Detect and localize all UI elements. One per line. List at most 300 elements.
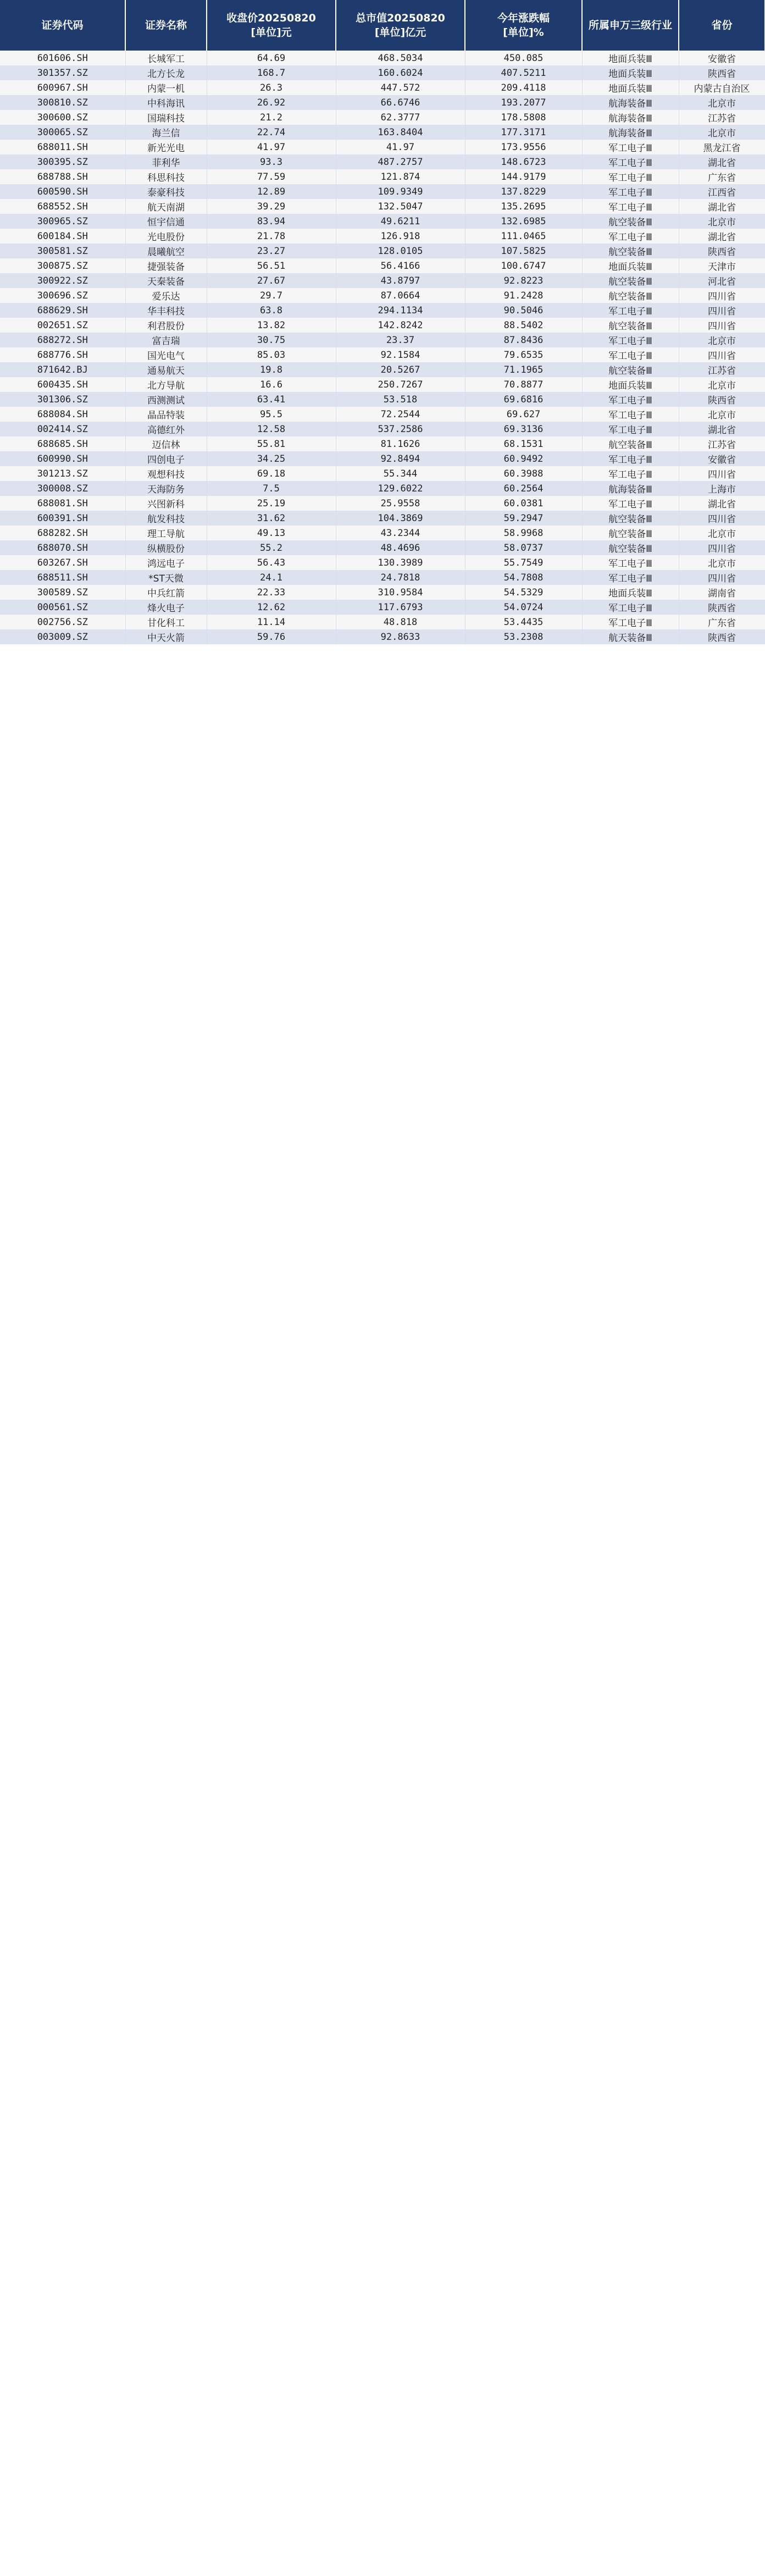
table-row	[0, 65, 765, 80]
cell-code: 871642.BJ	[0, 362, 125, 377]
table-row	[0, 51, 765, 65]
cell-code: 688084.SH	[0, 407, 125, 422]
cell-province: 湖北省	[679, 422, 765, 436]
table-row	[0, 481, 765, 496]
cell-province: 安徽省	[679, 451, 765, 466]
cell-close-price: 93.3	[207, 154, 336, 169]
cell-industry: 航空装备Ⅲ	[582, 288, 679, 303]
cell-industry: 地面兵装Ⅲ	[582, 51, 679, 65]
cell-code: 300600.SZ	[0, 110, 125, 125]
cell-ytd-change: 54.0724	[465, 600, 582, 615]
cell-province: 北京市	[679, 125, 765, 140]
cell-ytd-change: 88.5402	[465, 318, 582, 333]
cell-market-cap: 487.2757	[336, 154, 465, 169]
cell-name: 新光光电	[125, 140, 207, 154]
cell-market-cap: 537.2586	[336, 422, 465, 436]
cell-name: 甘化科工	[125, 615, 207, 629]
cell-code: 300581.SZ	[0, 244, 125, 258]
cell-market-cap: 310.9584	[336, 585, 465, 600]
cell-ytd-change: 69.627	[465, 407, 582, 422]
cell-industry: 军工电子Ⅲ	[582, 466, 679, 481]
cell-market-cap: 109.9349	[336, 184, 465, 199]
table-row	[0, 258, 765, 273]
cell-ytd-change: 60.9492	[465, 451, 582, 466]
cell-code: 000561.SZ	[0, 600, 125, 615]
cell-market-cap: 130.3989	[336, 555, 465, 570]
cell-code: 300922.SZ	[0, 273, 125, 288]
cell-province: 北京市	[679, 377, 765, 392]
cell-market-cap: 48.818	[336, 615, 465, 629]
cell-close-price: 13.82	[207, 318, 336, 333]
cell-code: 688282.SH	[0, 526, 125, 540]
table-row	[0, 244, 765, 258]
cell-province: 北京市	[679, 407, 765, 422]
cell-name: 海兰信	[125, 125, 207, 140]
cell-industry: 军工电子Ⅲ	[582, 392, 679, 407]
cell-market-cap: 468.5034	[336, 51, 465, 65]
cell-name: 天秦装备	[125, 273, 207, 288]
cell-code: 002414.SZ	[0, 422, 125, 436]
cell-industry: 航空装备Ⅲ	[582, 511, 679, 526]
cell-code: 300965.SZ	[0, 214, 125, 229]
table-row	[0, 466, 765, 481]
header-ytd-change: 今年涨跌幅 [单位]%	[465, 0, 582, 51]
table-row	[0, 377, 765, 392]
cell-code: 301213.SZ	[0, 466, 125, 481]
stock-table-container	[0, 0, 765, 644]
cell-close-price: 85.03	[207, 347, 336, 362]
cell-close-price: 69.18	[207, 466, 336, 481]
table-row	[0, 407, 765, 422]
cell-code: 300008.SZ	[0, 481, 125, 496]
cell-province: 天津市	[679, 258, 765, 273]
cell-name: 航发科技	[125, 511, 207, 526]
cell-market-cap: 104.3869	[336, 511, 465, 526]
cell-code: 688081.SH	[0, 496, 125, 511]
cell-ytd-change: 60.2564	[465, 481, 582, 496]
cell-close-price: 27.67	[207, 273, 336, 288]
cell-industry: 军工电子Ⅲ	[582, 347, 679, 362]
cell-ytd-change: 54.5329	[465, 585, 582, 600]
cell-industry: 航海装备Ⅲ	[582, 95, 679, 110]
cell-ytd-change: 135.2695	[465, 199, 582, 214]
cell-province: 广东省	[679, 169, 765, 184]
cell-name: *ST天微	[125, 570, 207, 585]
cell-market-cap: 447.572	[336, 80, 465, 95]
cell-code: 300810.SZ	[0, 95, 125, 110]
cell-market-cap: 48.4696	[336, 540, 465, 555]
cell-industry: 航空装备Ⅲ	[582, 273, 679, 288]
cell-market-cap: 49.6211	[336, 214, 465, 229]
cell-name: 长城军工	[125, 51, 207, 65]
cell-province: 江苏省	[679, 362, 765, 377]
cell-province: 四川省	[679, 570, 765, 585]
cell-industry: 航空装备Ⅲ	[582, 244, 679, 258]
cell-province: 上海市	[679, 481, 765, 496]
cell-industry: 航空装备Ⅲ	[582, 318, 679, 333]
cell-market-cap: 81.1626	[336, 436, 465, 451]
cell-industry: 军工电子Ⅲ	[582, 570, 679, 585]
table-row	[0, 526, 765, 540]
cell-market-cap: 163.8404	[336, 125, 465, 140]
header-code: 证券代码	[0, 0, 125, 51]
cell-code: 003009.SZ	[0, 629, 125, 644]
table-row	[0, 184, 765, 199]
cell-code: 002756.SZ	[0, 615, 125, 629]
cell-name: 国瑞科技	[125, 110, 207, 125]
cell-market-cap: 142.8242	[336, 318, 465, 333]
cell-code: 300065.SZ	[0, 125, 125, 140]
table-row	[0, 214, 765, 229]
table-row	[0, 496, 765, 511]
cell-ytd-change: 59.2947	[465, 511, 582, 526]
table-row	[0, 169, 765, 184]
cell-market-cap: 250.7267	[336, 377, 465, 392]
cell-province: 四川省	[679, 288, 765, 303]
cell-province: 安徽省	[679, 51, 765, 65]
stock-table	[0, 0, 765, 644]
cell-market-cap: 20.5267	[336, 362, 465, 377]
table-row	[0, 303, 765, 318]
cell-name: 通易航天	[125, 362, 207, 377]
cell-province: 陕西省	[679, 392, 765, 407]
cell-code: 300875.SZ	[0, 258, 125, 273]
cell-ytd-change: 90.5046	[465, 303, 582, 318]
table-body	[0, 51, 765, 644]
cell-market-cap: 43.2344	[336, 526, 465, 540]
cell-province: 四川省	[679, 303, 765, 318]
cell-close-price: 56.43	[207, 555, 336, 570]
cell-province: 湖北省	[679, 154, 765, 169]
cell-market-cap: 160.6024	[336, 65, 465, 80]
cell-market-cap: 62.3777	[336, 110, 465, 125]
cell-ytd-change: 79.6535	[465, 347, 582, 362]
cell-name: 泰豪科技	[125, 184, 207, 199]
cell-code: 688272.SH	[0, 333, 125, 347]
cell-industry: 航海装备Ⅲ	[582, 125, 679, 140]
cell-province: 北京市	[679, 526, 765, 540]
cell-province: 湖北省	[679, 496, 765, 511]
cell-industry: 军工电子Ⅲ	[582, 229, 679, 244]
cell-ytd-change: 193.2077	[465, 95, 582, 110]
cell-industry: 军工电子Ⅲ	[582, 184, 679, 199]
cell-close-price: 7.5	[207, 481, 336, 496]
cell-close-price: 34.25	[207, 451, 336, 466]
cell-ytd-change: 173.9556	[465, 140, 582, 154]
cell-market-cap: 92.8494	[336, 451, 465, 466]
header-name: 证券名称	[125, 0, 207, 51]
cell-close-price: 83.94	[207, 214, 336, 229]
cell-industry: 航空装备Ⅲ	[582, 436, 679, 451]
cell-province: 四川省	[679, 466, 765, 481]
cell-ytd-change: 53.4435	[465, 615, 582, 629]
cell-close-price: 21.78	[207, 229, 336, 244]
cell-market-cap: 23.37	[336, 333, 465, 347]
cell-province: 北京市	[679, 555, 765, 570]
cell-name: 捷强装备	[125, 258, 207, 273]
cell-market-cap: 66.6746	[336, 95, 465, 110]
table-row	[0, 229, 765, 244]
cell-close-price: 55.81	[207, 436, 336, 451]
cell-code: 600435.SH	[0, 377, 125, 392]
header-province: 省份	[679, 0, 765, 51]
cell-close-price: 29.7	[207, 288, 336, 303]
cell-ytd-change: 54.7808	[465, 570, 582, 585]
table-row	[0, 436, 765, 451]
cell-close-price: 25.19	[207, 496, 336, 511]
cell-industry: 军工电子Ⅲ	[582, 555, 679, 570]
cell-name: 科思科技	[125, 169, 207, 184]
cell-close-price: 12.58	[207, 422, 336, 436]
cell-market-cap: 132.5047	[336, 199, 465, 214]
cell-market-cap: 129.6022	[336, 481, 465, 496]
table-row	[0, 555, 765, 570]
cell-close-price: 56.51	[207, 258, 336, 273]
cell-code: 688552.SH	[0, 199, 125, 214]
cell-market-cap: 92.8633	[336, 629, 465, 644]
cell-market-cap: 56.4166	[336, 258, 465, 273]
cell-province: 北京市	[679, 333, 765, 347]
cell-code: 601606.SH	[0, 51, 125, 65]
cell-close-price: 19.8	[207, 362, 336, 377]
cell-close-price: 77.59	[207, 169, 336, 184]
cell-code: 600391.SH	[0, 511, 125, 526]
cell-code: 300696.SZ	[0, 288, 125, 303]
cell-market-cap: 117.6793	[336, 600, 465, 615]
table-row	[0, 540, 765, 555]
cell-industry: 军工电子Ⅲ	[582, 496, 679, 511]
cell-industry: 军工电子Ⅲ	[582, 600, 679, 615]
cell-ytd-change: 70.8877	[465, 377, 582, 392]
cell-province: 广东省	[679, 615, 765, 629]
cell-close-price: 12.89	[207, 184, 336, 199]
cell-industry: 军工电子Ⅲ	[582, 169, 679, 184]
cell-close-price: 24.1	[207, 570, 336, 585]
cell-code: 300395.SZ	[0, 154, 125, 169]
cell-province: 江苏省	[679, 436, 765, 451]
cell-ytd-change: 209.4118	[465, 80, 582, 95]
table-row	[0, 273, 765, 288]
cell-market-cap: 294.1134	[336, 303, 465, 318]
table-row	[0, 511, 765, 526]
cell-close-price: 64.69	[207, 51, 336, 65]
cell-name: 中科海讯	[125, 95, 207, 110]
table-row	[0, 318, 765, 333]
cell-ytd-change: 69.6816	[465, 392, 582, 407]
cell-ytd-change: 60.0381	[465, 496, 582, 511]
cell-industry: 军工电子Ⅲ	[582, 154, 679, 169]
cell-code: 300589.SZ	[0, 585, 125, 600]
cell-industry: 地面兵装Ⅲ	[582, 585, 679, 600]
cell-industry: 地面兵装Ⅲ	[582, 65, 679, 80]
header-market-cap: 总市值20250820 [单位]亿元	[336, 0, 465, 51]
table-row	[0, 451, 765, 466]
cell-close-price: 41.97	[207, 140, 336, 154]
cell-market-cap: 126.918	[336, 229, 465, 244]
cell-name: 西测测试	[125, 392, 207, 407]
cell-province: 陕西省	[679, 600, 765, 615]
table-row	[0, 199, 765, 214]
cell-industry: 航空装备Ⅲ	[582, 526, 679, 540]
header-industry: 所属申万三级行业	[582, 0, 679, 51]
cell-market-cap: 87.0664	[336, 288, 465, 303]
cell-code: 603267.SH	[0, 555, 125, 570]
cell-province: 河北省	[679, 273, 765, 288]
cell-market-cap: 53.518	[336, 392, 465, 407]
cell-ytd-change: 137.8229	[465, 184, 582, 199]
cell-ytd-change: 111.0465	[465, 229, 582, 244]
cell-province: 四川省	[679, 511, 765, 526]
table-row	[0, 110, 765, 125]
cell-province: 湖北省	[679, 229, 765, 244]
cell-industry: 航天装备Ⅲ	[582, 629, 679, 644]
cell-name: 恒宇信通	[125, 214, 207, 229]
cell-name: 航天南湖	[125, 199, 207, 214]
cell-name: 北方长龙	[125, 65, 207, 80]
cell-ytd-change: 178.5808	[465, 110, 582, 125]
cell-province: 陕西省	[679, 629, 765, 644]
cell-ytd-change: 55.7549	[465, 555, 582, 570]
cell-industry: 航空装备Ⅲ	[582, 214, 679, 229]
cell-industry: 航海装备Ⅲ	[582, 481, 679, 496]
cell-ytd-change: 53.2308	[465, 629, 582, 644]
table-row	[0, 615, 765, 629]
header-row	[0, 0, 765, 51]
cell-name: 光电股份	[125, 229, 207, 244]
cell-name: 菲利华	[125, 154, 207, 169]
cell-close-price: 11.14	[207, 615, 336, 629]
table-row	[0, 600, 765, 615]
cell-code: 600184.SH	[0, 229, 125, 244]
cell-name: 鸿远电子	[125, 555, 207, 570]
cell-close-price: 22.74	[207, 125, 336, 140]
cell-code: 600990.SH	[0, 451, 125, 466]
cell-province: 江西省	[679, 184, 765, 199]
cell-name: 中天火箭	[125, 629, 207, 644]
cell-name: 中兵红箭	[125, 585, 207, 600]
cell-province: 江苏省	[679, 110, 765, 125]
table-row	[0, 288, 765, 303]
cell-close-price: 95.5	[207, 407, 336, 422]
cell-market-cap: 24.7818	[336, 570, 465, 585]
cell-province: 湖北省	[679, 199, 765, 214]
cell-province: 黑龙江省	[679, 140, 765, 154]
cell-ytd-change: 144.9179	[465, 169, 582, 184]
cell-close-price: 55.2	[207, 540, 336, 555]
cell-ytd-change: 450.085	[465, 51, 582, 65]
cell-name: 四创电子	[125, 451, 207, 466]
cell-market-cap: 121.874	[336, 169, 465, 184]
cell-name: 烽火电子	[125, 600, 207, 615]
cell-code: 301306.SZ	[0, 392, 125, 407]
table-row	[0, 629, 765, 644]
cell-close-price: 59.76	[207, 629, 336, 644]
table-row	[0, 422, 765, 436]
cell-industry: 军工电子Ⅲ	[582, 451, 679, 466]
cell-industry: 军工电子Ⅲ	[582, 615, 679, 629]
cell-ytd-change: 92.8223	[465, 273, 582, 288]
cell-industry: 地面兵装Ⅲ	[582, 377, 679, 392]
cell-market-cap: 72.2544	[336, 407, 465, 422]
cell-code: 688776.SH	[0, 347, 125, 362]
cell-industry: 军工电子Ⅲ	[582, 333, 679, 347]
cell-name: 天海防务	[125, 481, 207, 496]
cell-market-cap: 92.1584	[336, 347, 465, 362]
cell-name: 迈信林	[125, 436, 207, 451]
cell-industry: 军工电子Ⅲ	[582, 422, 679, 436]
cell-province: 陕西省	[679, 65, 765, 80]
cell-industry: 地面兵装Ⅲ	[582, 258, 679, 273]
cell-province: 四川省	[679, 318, 765, 333]
cell-code: 002651.SZ	[0, 318, 125, 333]
table-row	[0, 570, 765, 585]
cell-province: 北京市	[679, 214, 765, 229]
cell-province: 四川省	[679, 540, 765, 555]
cell-name: 华丰科技	[125, 303, 207, 318]
cell-industry: 军工电子Ⅲ	[582, 303, 679, 318]
cell-ytd-change: 60.3988	[465, 466, 582, 481]
cell-close-price: 26.92	[207, 95, 336, 110]
cell-name: 理工导航	[125, 526, 207, 540]
cell-close-price: 16.6	[207, 377, 336, 392]
cell-ytd-change: 58.9968	[465, 526, 582, 540]
cell-code: 688511.SH	[0, 570, 125, 585]
cell-ytd-change: 91.2428	[465, 288, 582, 303]
cell-name: 兴图新科	[125, 496, 207, 511]
cell-name: 北方导航	[125, 377, 207, 392]
cell-province: 陕西省	[679, 244, 765, 258]
cell-ytd-change: 132.6985	[465, 214, 582, 229]
cell-close-price: 22.33	[207, 585, 336, 600]
table-row	[0, 585, 765, 600]
cell-province: 北京市	[679, 95, 765, 110]
cell-ytd-change: 148.6723	[465, 154, 582, 169]
table-row	[0, 154, 765, 169]
cell-code: 688788.SH	[0, 169, 125, 184]
cell-code: 688011.SH	[0, 140, 125, 154]
table-row	[0, 140, 765, 154]
table-row	[0, 347, 765, 362]
cell-name: 纵横股份	[125, 540, 207, 555]
cell-market-cap: 43.8797	[336, 273, 465, 288]
cell-name: 高德红外	[125, 422, 207, 436]
cell-code: 600967.SH	[0, 80, 125, 95]
cell-code: 688629.SH	[0, 303, 125, 318]
table-row	[0, 125, 765, 140]
cell-close-price: 168.7	[207, 65, 336, 80]
cell-industry: 军工电子Ⅲ	[582, 140, 679, 154]
header-close-price: 收盘价20250820 [单位]元	[207, 0, 336, 51]
table-row	[0, 80, 765, 95]
cell-ytd-change: 58.0737	[465, 540, 582, 555]
cell-ytd-change: 107.5825	[465, 244, 582, 258]
cell-market-cap: 41.97	[336, 140, 465, 154]
cell-close-price: 12.62	[207, 600, 336, 615]
cell-ytd-change: 87.8436	[465, 333, 582, 347]
table-row	[0, 333, 765, 347]
cell-close-price: 26.3	[207, 80, 336, 95]
cell-close-price: 31.62	[207, 511, 336, 526]
cell-industry: 航空装备Ⅲ	[582, 362, 679, 377]
table-row	[0, 392, 765, 407]
cell-name: 富吉瑞	[125, 333, 207, 347]
cell-close-price: 23.27	[207, 244, 336, 258]
cell-industry: 地面兵装Ⅲ	[582, 80, 679, 95]
cell-name: 内蒙一机	[125, 80, 207, 95]
table-row	[0, 362, 765, 377]
cell-industry: 军工电子Ⅲ	[582, 199, 679, 214]
cell-name: 国光电气	[125, 347, 207, 362]
